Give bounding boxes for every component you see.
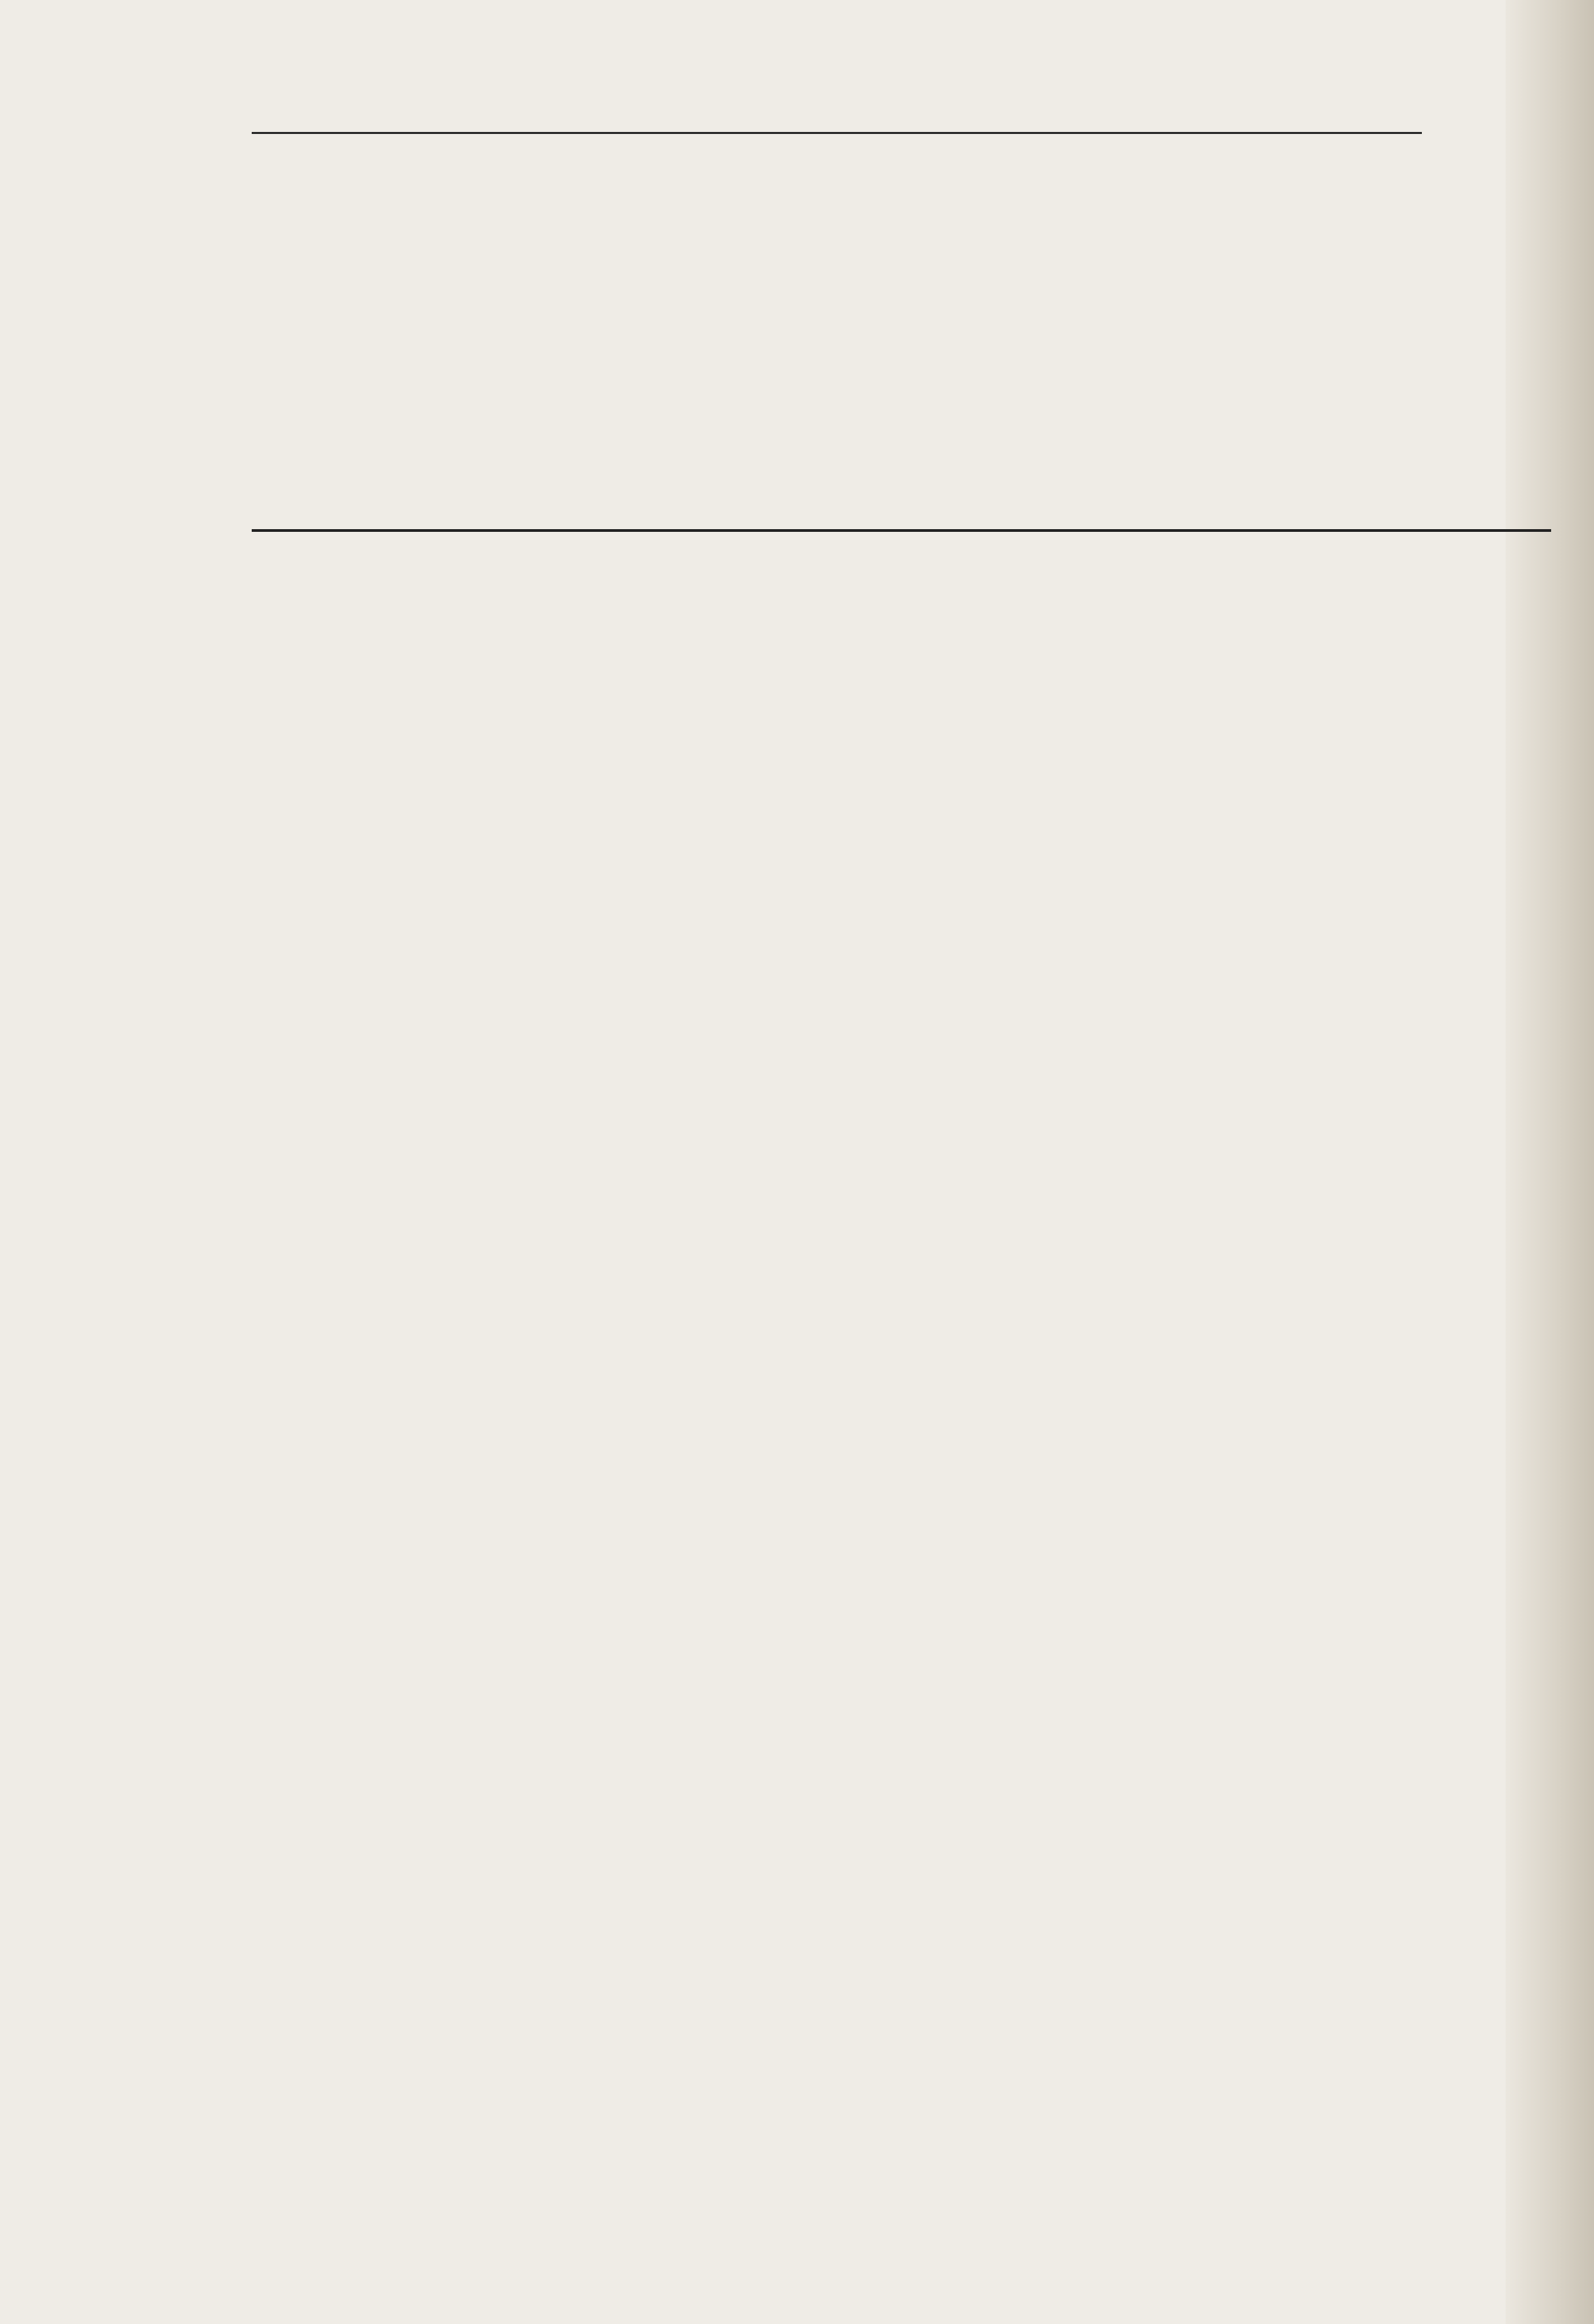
section-rule [252, 529, 1551, 532]
header-rule [252, 132, 1422, 134]
page-edge-shadow [1506, 0, 1594, 2324]
